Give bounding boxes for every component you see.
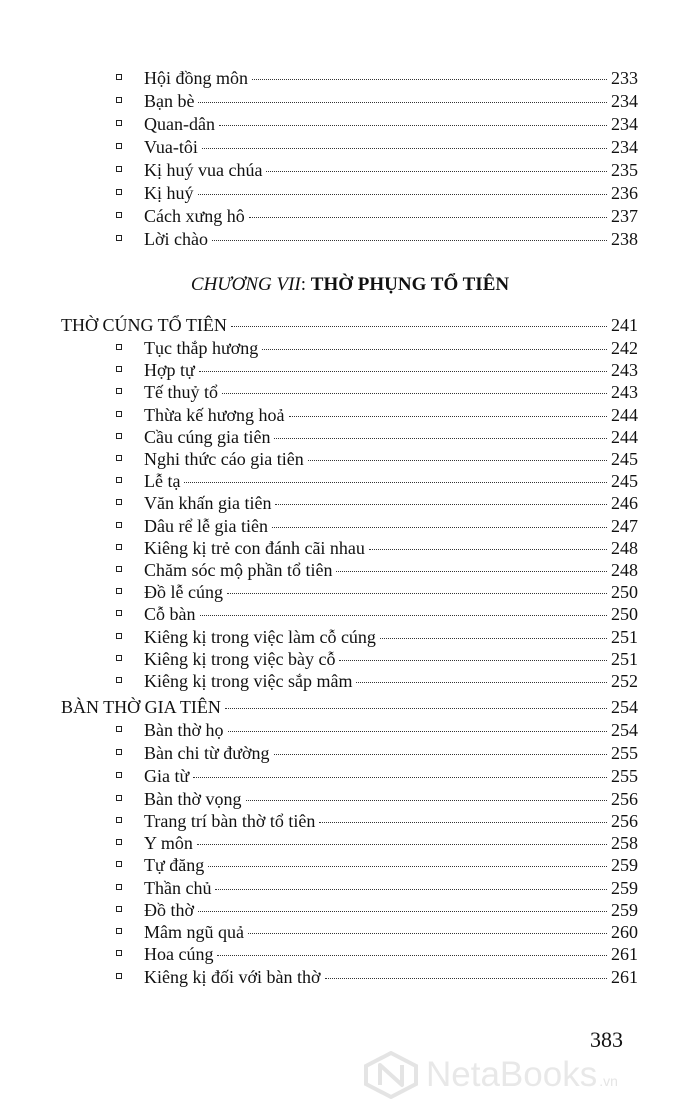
dot-leader — [184, 481, 607, 483]
dot-leader — [193, 776, 607, 778]
page-number: 234 — [611, 137, 638, 157]
page-number: 260 — [611, 922, 638, 942]
bullet-icon — [116, 726, 122, 732]
page-number: 256 — [611, 789, 638, 809]
bullet-icon — [116, 928, 122, 934]
bullet-icon — [116, 212, 122, 218]
list-item — [0, 112, 700, 136]
entry-label: Lời chào — [144, 229, 208, 249]
entry-label: Quan-dân — [144, 114, 215, 134]
entry-label: Y môn — [144, 833, 193, 853]
dot-leader — [252, 78, 607, 80]
list-item — [0, 764, 700, 788]
watermark-tld: .vn — [599, 1073, 618, 1089]
chapter-title: THỜ PHỤNG TỔ TIÊN — [310, 274, 510, 295]
entry-label: Cầu cúng gia tiên — [144, 427, 271, 447]
bullet-icon — [116, 677, 122, 683]
entry-label: Bàn chi từ đường — [144, 743, 270, 763]
entry-label: Hoa cúng — [144, 944, 214, 964]
bullet-icon — [116, 839, 122, 845]
entry-label: Bạn bè — [144, 91, 195, 111]
dot-leader — [262, 348, 607, 350]
entry-label: Cỗ bàn — [144, 604, 196, 624]
list-item — [0, 625, 700, 649]
dot-leader — [289, 415, 608, 417]
entry-label: Hợp tự — [144, 360, 195, 380]
list-item — [0, 181, 700, 205]
bullet-icon — [116, 588, 122, 594]
list-item — [0, 66, 700, 90]
bullet-icon — [116, 433, 122, 439]
dot-leader — [198, 101, 607, 103]
page-number: 261 — [611, 967, 638, 987]
entry-label: Tục thắp hương — [144, 338, 259, 358]
bullet-icon — [116, 817, 122, 823]
list-item — [0, 920, 700, 944]
list-item — [0, 669, 700, 693]
dot-leader — [198, 910, 607, 912]
dot-leader — [228, 730, 607, 732]
entry-label: Lễ tạ — [144, 471, 181, 491]
entry-label: Tự đăng — [144, 855, 205, 875]
page-number-footer: 383 — [590, 1027, 623, 1052]
list-item — [0, 647, 700, 671]
bullet-icon — [116, 74, 122, 80]
list-item — [0, 425, 700, 449]
entry-label: Bàn thờ vọng — [144, 789, 242, 809]
list-item — [0, 853, 700, 877]
entry-label: Văn khấn gia tiên — [144, 493, 272, 513]
bullet-icon — [116, 189, 122, 195]
entry-label: Thần chủ — [144, 878, 212, 898]
dot-leader — [208, 865, 607, 867]
page-number: 259 — [611, 878, 638, 898]
page-number: 251 — [611, 627, 638, 647]
bullet-icon — [116, 566, 122, 572]
bullet-icon — [116, 884, 122, 890]
entry-label: Thừa kế hương hoả — [144, 405, 285, 425]
entry-label: Kị huý vua chúa — [144, 160, 263, 180]
entry-label: Đồ lễ cúng — [144, 582, 223, 602]
list-item — [0, 227, 700, 251]
dot-leader — [380, 637, 607, 639]
list-item — [0, 447, 700, 471]
page-number: 254 — [611, 720, 638, 740]
page-number: 233 — [611, 68, 638, 88]
page-number: 254 — [611, 697, 638, 717]
page-number: 256 — [611, 811, 638, 831]
entry-label: Vua-tôi — [144, 137, 198, 157]
page-number: 236 — [611, 183, 638, 203]
list-item — [0, 89, 700, 113]
bullet-icon — [116, 861, 122, 867]
dot-leader — [202, 147, 607, 149]
page-number: 244 — [611, 427, 638, 447]
list-item — [0, 380, 700, 404]
list-item — [0, 809, 700, 833]
page-number: 258 — [611, 833, 638, 853]
page-number: 246 — [611, 493, 638, 513]
list-item — [0, 135, 700, 159]
entry-label: Tế thuỷ tổ — [144, 382, 218, 402]
dot-leader — [319, 821, 607, 823]
watermark-brand: NetaBooks — [426, 1055, 598, 1094]
bullet-icon — [116, 455, 122, 461]
entry-label: Mâm ngũ quả — [144, 922, 244, 942]
bullet-icon — [116, 120, 122, 126]
entry-label: Hội đồng môn — [144, 68, 249, 88]
bullet-icon — [116, 411, 122, 417]
dot-leader — [217, 954, 607, 956]
entry-label: Bàn thờ họ — [144, 720, 224, 740]
dot-leader — [199, 370, 607, 372]
list-item — [0, 787, 700, 811]
dot-leader — [227, 592, 607, 594]
list-item — [0, 718, 700, 742]
section-title: BÀN THỜ GIA TIÊN — [61, 697, 221, 717]
bullet-icon — [116, 795, 122, 801]
page-number: 250 — [611, 582, 638, 602]
dot-leader — [248, 932, 607, 934]
bullet-icon — [116, 544, 122, 550]
bullet-icon — [116, 235, 122, 241]
dot-leader — [275, 503, 607, 505]
page-number: 252 — [611, 671, 638, 691]
bullet-icon — [116, 477, 122, 483]
dot-leader — [369, 548, 607, 550]
dot-leader — [212, 239, 607, 241]
page-number: 250 — [611, 604, 638, 624]
dot-leader — [215, 888, 607, 890]
bullet-icon — [116, 97, 122, 103]
page-number: 234 — [611, 91, 638, 111]
list-item — [0, 536, 700, 560]
bullet-icon — [116, 906, 122, 912]
page-number: 235 — [611, 160, 638, 180]
chapter-number: CHƯƠNG VII — [190, 274, 301, 295]
list-item — [0, 942, 700, 966]
entry-label: Kị huý — [144, 183, 194, 203]
bullet-icon — [116, 499, 122, 505]
dot-leader — [225, 707, 607, 709]
page-number: 259 — [611, 855, 638, 875]
dot-leader — [356, 681, 607, 683]
entry-label: Trang trí bàn thờ tổ tiên — [144, 811, 316, 831]
entry-label: Chăm sóc mộ phần tổ tiên — [144, 560, 333, 580]
dot-leader — [249, 216, 607, 218]
dot-leader — [219, 124, 607, 126]
list-item — [0, 514, 700, 538]
page-number: 259 — [611, 900, 638, 920]
bullet-icon — [116, 143, 122, 149]
list-item — [0, 965, 700, 989]
bullet-icon — [116, 655, 122, 661]
bullet-icon — [116, 973, 122, 979]
list-item — [0, 469, 700, 493]
page-number: 248 — [611, 538, 638, 558]
entry-label: Nghi thức cáo gia tiên — [144, 449, 304, 469]
page-number: 248 — [611, 560, 638, 580]
page-number: 255 — [611, 743, 638, 763]
list-item — [0, 602, 700, 626]
dot-leader — [246, 799, 607, 801]
dot-leader — [339, 659, 607, 661]
list-item — [0, 403, 700, 427]
bullet-icon — [116, 749, 122, 755]
dot-leader — [325, 977, 607, 979]
page-number: 238 — [611, 229, 638, 249]
bullet-icon — [116, 772, 122, 778]
bullet-icon — [116, 950, 122, 956]
chapter-heading — [0, 272, 700, 298]
list-item — [0, 876, 700, 900]
watermark — [360, 1050, 618, 1100]
bullet-icon — [116, 166, 122, 172]
list-item — [0, 158, 700, 182]
dot-leader — [336, 570, 607, 572]
page-number: 244 — [611, 405, 638, 425]
bullet-icon — [116, 633, 122, 639]
page-number: 242 — [611, 338, 638, 358]
dot-leader — [266, 170, 607, 172]
page-number: 255 — [611, 766, 638, 786]
entry-label: Kiêng kị trong việc làm cỗ cúng — [144, 627, 376, 647]
dot-leader — [200, 614, 608, 616]
page-number: 243 — [611, 382, 638, 402]
dot-leader — [231, 325, 607, 327]
section-title: THỜ CÚNG TỔ TIÊN — [61, 315, 227, 335]
page-number: 237 — [611, 206, 638, 226]
page-number: 245 — [611, 449, 638, 469]
list-item — [0, 204, 700, 228]
n-hexagon-logo-icon — [360, 1051, 422, 1099]
entry-label: Dâu rể lễ gia tiên — [144, 516, 268, 536]
page-number: 241 — [611, 315, 638, 335]
entry-label: Đồ thờ — [144, 900, 195, 920]
list-item — [0, 336, 700, 360]
list-item — [0, 741, 700, 765]
list-item — [0, 491, 700, 515]
dot-leader — [308, 459, 607, 461]
page-number: 243 — [611, 360, 638, 380]
entry-label: Gia từ — [144, 766, 190, 786]
dot-leader — [274, 753, 607, 755]
page-number: 245 — [611, 471, 638, 491]
entry-label: Kiêng kị đối với bàn thờ — [144, 967, 321, 987]
entry-label: Kiêng kị trong việc bày cỗ — [144, 649, 336, 669]
bullet-icon — [116, 388, 122, 394]
bullet-icon — [116, 610, 122, 616]
bullet-icon — [116, 366, 122, 372]
page-number: 247 — [611, 516, 638, 536]
list-item — [0, 831, 700, 855]
list-item — [0, 580, 700, 604]
bullet-icon — [116, 522, 122, 528]
dot-leader — [197, 843, 607, 845]
dot-leader — [274, 437, 607, 439]
section-heading — [0, 695, 700, 719]
bullet-icon — [116, 344, 122, 350]
list-item — [0, 898, 700, 922]
dot-leader — [222, 392, 607, 394]
entry-label: Kiêng kị trẻ con đánh cãi nhau — [144, 538, 365, 558]
page-number: 234 — [611, 114, 638, 134]
page-number: 251 — [611, 649, 638, 669]
list-item — [0, 358, 700, 382]
list-item — [0, 558, 700, 582]
chapter-separator: : — [300, 274, 311, 295]
dot-leader — [198, 193, 608, 195]
dot-leader — [272, 526, 607, 528]
entry-label: Kiêng kị trong việc sắp mâm — [144, 671, 353, 691]
page-number: 261 — [611, 944, 638, 964]
entry-label: Cách xưng hô — [144, 206, 245, 226]
section-heading — [0, 313, 700, 337]
